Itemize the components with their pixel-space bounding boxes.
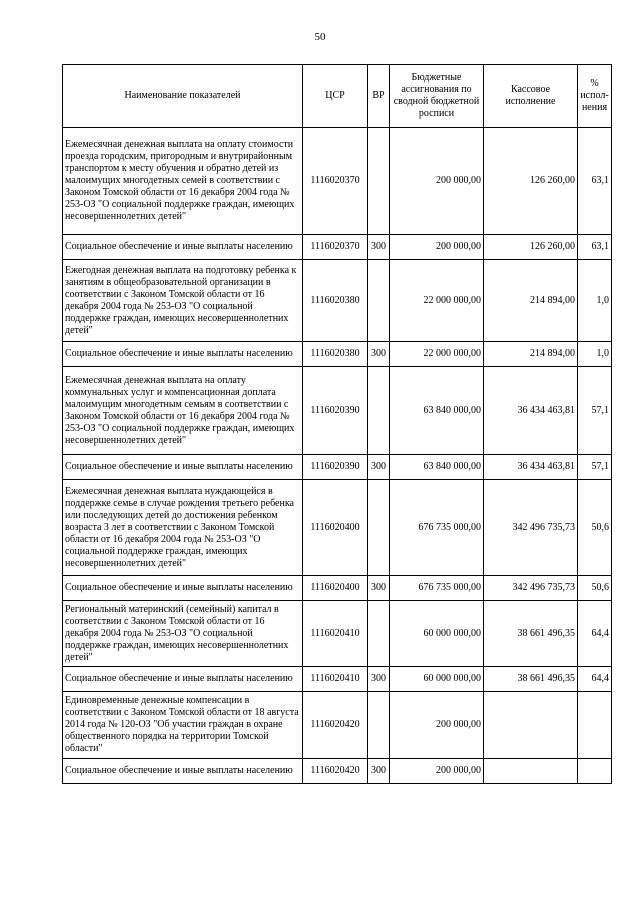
row-cash (484, 759, 578, 784)
row-percent: 63,1 (578, 128, 612, 235)
row-percent: 1,0 (578, 342, 612, 367)
row-budget: 200 000,00 (390, 128, 484, 235)
row-cash: 126 260,00 (484, 235, 578, 260)
row-cash: 36 434 463,81 (484, 367, 578, 455)
row-percent (578, 759, 612, 784)
row-budget: 60 000 000,00 (390, 667, 484, 692)
row-budget: 676 735 000,00 (390, 576, 484, 601)
row-budget: 22 000 000,00 (390, 342, 484, 367)
row-cash (484, 692, 578, 759)
row-name: Ежемесячная денежная выплата на оплату коммунальных услуг и компенсационная доплата малоимущим многодетным семьям в соответствии с Законом Томской области от 16 декабря 2004 года № 253-ОЗ "О социальной поддержке граждан, имеющих несовершеннолетних детей" (63, 367, 303, 455)
row-name: Единовременные денежные компенсации в соответствии с Законом Томской области от 18 августа 2014 года № 120-ОЗ "Об участии граждан в охране общественного порядка на территории Томской области" (63, 692, 303, 759)
table-row (63, 367, 612, 455)
row-budget: 63 840 000,00 (390, 367, 484, 455)
row-csr: 1116020380 (303, 342, 368, 367)
row-vr: 300 (368, 576, 390, 601)
row-percent (578, 692, 612, 759)
row-csr: 1116020410 (303, 601, 368, 667)
table-header-row (63, 65, 612, 128)
row-budget: 676 735 000,00 (390, 480, 484, 576)
header-name: Наименование показателей (63, 65, 303, 128)
row-vr (368, 480, 390, 576)
table-row (63, 576, 612, 601)
row-csr: 1116020370 (303, 235, 368, 260)
row-vr: 300 (368, 455, 390, 480)
row-vr (368, 128, 390, 235)
row-budget: 60 000 000,00 (390, 601, 484, 667)
row-percent: 50,6 (578, 480, 612, 576)
row-csr: 1116020400 (303, 480, 368, 576)
budget-execution-table (62, 64, 612, 784)
row-vr (368, 692, 390, 759)
row-vr (368, 367, 390, 455)
row-percent: 64,4 (578, 667, 612, 692)
row-percent: 57,1 (578, 367, 612, 455)
row-name: Ежемесячная денежная выплата на оплату стоимости проезда городским, пригородным и внутрирайонным транспортом к месту обучения и обратно детей из малоимущих многодетных семей в соответствии с Законом Томской области от 16 декабря 2004 года № 253-ОЗ "О социальной поддержке граждан, имеющих несовершеннолетних детей" (63, 128, 303, 235)
row-vr: 300 (368, 235, 390, 260)
row-percent: 63,1 (578, 235, 612, 260)
row-vr: 300 (368, 759, 390, 784)
table-row (63, 692, 612, 759)
table-row (63, 342, 612, 367)
row-percent: 64,4 (578, 601, 612, 667)
header-cash-execution: Кассовое исполнение (484, 65, 578, 128)
row-cash: 342 496 735,73 (484, 576, 578, 601)
row-vr (368, 601, 390, 667)
row-name: Социальное обеспечение и иные выплаты населению (63, 342, 303, 367)
table-row (63, 601, 612, 667)
row-budget: 63 840 000,00 (390, 455, 484, 480)
row-name: Социальное обеспечение и иные выплаты населению (63, 455, 303, 480)
row-csr: 1116020390 (303, 455, 368, 480)
row-name: Социальное обеспечение и иные выплаты населению (63, 235, 303, 260)
row-name: Социальное обеспечение и иные выплаты населению (63, 576, 303, 601)
row-csr: 1116020400 (303, 576, 368, 601)
row-name: Ежемесячная денежная выплата нуждающейся в поддержке семье в случае рождения третьего ребенка или последующих детей до достижения ребенком возраста 3 лет в соответствии с Законом Томской области от 16 декабря 2004 года № 253-ОЗ "О социальной поддержке граждан, имеющих несовершеннолетних детей" (63, 480, 303, 576)
row-cash: 214 894,00 (484, 342, 578, 367)
row-vr: 300 (368, 667, 390, 692)
header-csr: ЦСР (303, 65, 368, 128)
table-row (63, 128, 612, 235)
header-budget: Бюджетные ассигнования по сводной бюджетной росписи (390, 65, 484, 128)
table-row (63, 759, 612, 784)
row-vr (368, 260, 390, 342)
table-row (63, 260, 612, 342)
row-vr: 300 (368, 342, 390, 367)
row-csr: 1116020370 (303, 128, 368, 235)
header-percent: % испол-нения (578, 65, 612, 128)
row-csr: 1116020420 (303, 759, 368, 784)
row-cash: 214 894,00 (484, 260, 578, 342)
row-csr: 1116020410 (303, 667, 368, 692)
row-name: Региональный материнский (семейный) капитал в соответствии с Законом Томской области от 16 декабря 2004 года № 253-ОЗ "О социальной поддержке граждан, имеющих несовершеннолетних детей" (63, 601, 303, 667)
row-csr: 1116020420 (303, 692, 368, 759)
table-row (63, 667, 612, 692)
row-name: Ежегодная денежная выплата на подготовку ребенка к занятиям в общеобразовательной организации в соответствии с Законом Томской области от 16 декабря 2004 года № 253-ОЗ "О социальной поддержке граждан, имеющих несовершеннолетних детей" (63, 260, 303, 342)
row-percent: 1,0 (578, 260, 612, 342)
header-vr: ВР (368, 65, 390, 128)
row-cash: 36 434 463,81 (484, 455, 578, 480)
row-cash: 38 661 496,35 (484, 667, 578, 692)
row-cash: 126 260,00 (484, 128, 578, 235)
table-row (63, 455, 612, 480)
row-percent: 50,6 (578, 576, 612, 601)
row-name: Социальное обеспечение и иные выплаты населению (63, 759, 303, 784)
table-row (63, 480, 612, 576)
row-budget: 200 000,00 (390, 235, 484, 260)
table-row (63, 235, 612, 260)
row-budget: 200 000,00 (390, 759, 484, 784)
row-percent: 57,1 (578, 455, 612, 480)
row-cash: 342 496 735,73 (484, 480, 578, 576)
page-number: 50 (314, 31, 326, 43)
row-csr: 1116020380 (303, 260, 368, 342)
row-csr: 1116020390 (303, 367, 368, 455)
row-cash: 38 661 496,35 (484, 601, 578, 667)
row-name: Социальное обеспечение и иные выплаты населению (63, 667, 303, 692)
row-budget: 22 000 000,00 (390, 260, 484, 342)
row-budget: 200 000,00 (390, 692, 484, 759)
